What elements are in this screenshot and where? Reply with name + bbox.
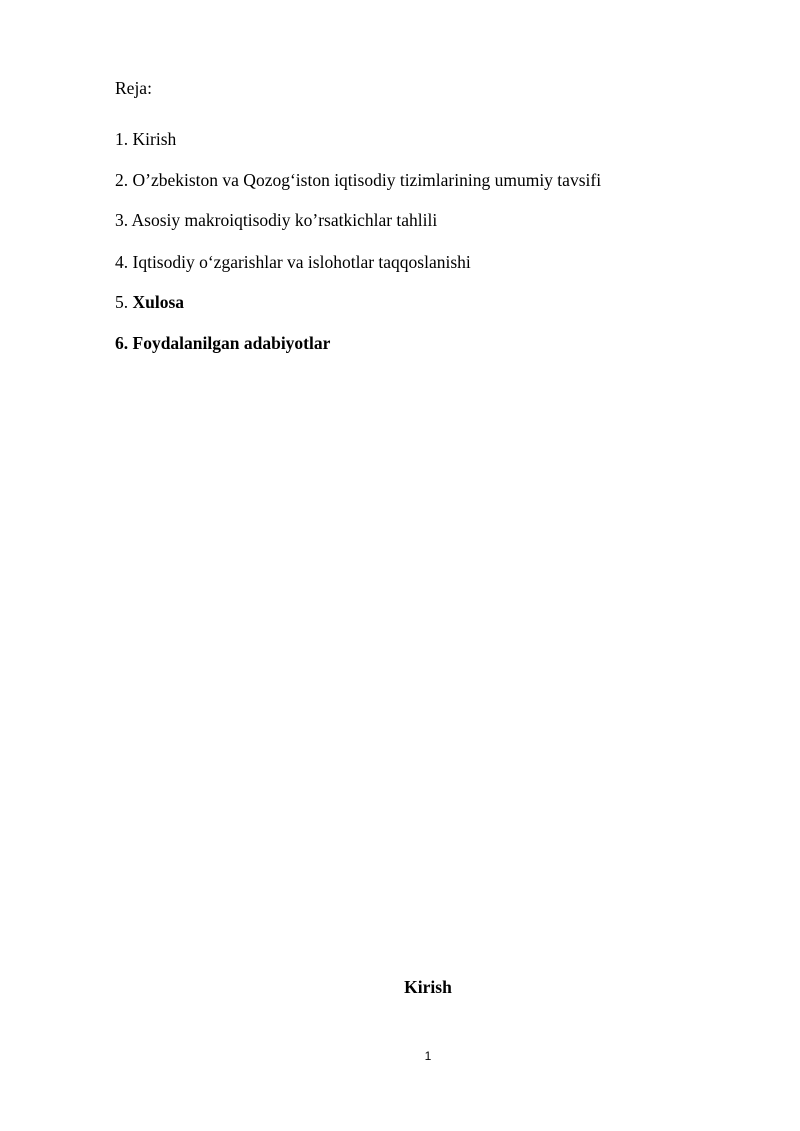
plan-item-1: 1. Kirish xyxy=(115,129,177,149)
plan-item-5 xyxy=(115,292,184,312)
plan-item-5-label: Xulosa xyxy=(132,292,185,312)
plan-item-2: 2. O’zbekiston va Qozog‘iston iqtisodiy tizimlarining umumiy tavsifi xyxy=(115,170,602,190)
plan-item-6: 6. Foydalanilgan adabiyotlar xyxy=(115,333,331,353)
plan-item-4: 4. Iqtisodiy o‘zgarishlar va islohotlar taqqoslanishi xyxy=(115,252,471,272)
page-number: 1 xyxy=(424,1049,432,1063)
plan-item-5-number: 5. xyxy=(115,292,133,312)
plan-title: Reja: xyxy=(115,78,152,98)
plan-item-3: 3. Asosiy makroiqtisodiy ko’rsatkichlar tahlili xyxy=(115,210,438,230)
section-heading: Kirish xyxy=(404,977,452,997)
